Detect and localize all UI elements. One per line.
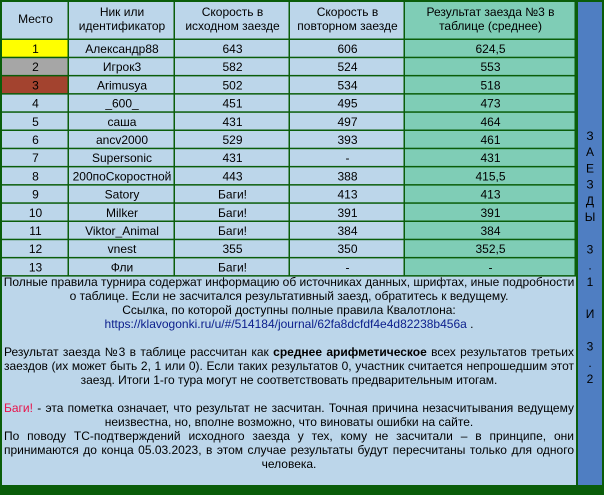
first-run-cell: 431 [222,114,243,129]
table-row [2,95,575,112]
repeat-run-cell: 350 [337,242,358,257]
average-note-emphasis: среднее арифметическое [273,345,427,359]
result-cell: 352,5 [475,242,506,257]
first-run-cell: 443 [222,169,243,184]
repeat-run-cell: - [345,151,350,166]
bug-note [2,401,576,429]
result-cell: 431 [480,151,501,166]
nick-cell: _600_ [105,96,139,111]
place-cell: 11 [29,224,42,238]
table-row [2,40,575,57]
first-run-cell: Баги! [218,260,247,275]
result-cell: - [488,260,493,275]
notes-panel: Полные правила турнира содержат информацию об источниках данных, шрифтах, иные подробности о таблице. Если не засчитался результативный заезд, обратитесь к ведущему. Ссылка, по которой доступны полные правила Квалотлона: https://klavogonki.ru/u/#/514184/journal/62fa8dcfdf4e4d82238b456a . Результат заезда №3 в таблице рассчитан как среднее арифметическое всех результатов третьих заездов (их может быть 2, 1 или 0). Если таких результатов 0, участник считается непрошедшим этот заезд. Итоги 1-го тура могут не соответствовать предварительным итогам. Баги! - эта пометка означает, что результат не засчитан. Точная причина незасчитывания ведущему неизвестна, но, вполне возможно, что виноваты ошибки на сайте. По поводу ТС-подтверждений исходного заезда у тех, кому не засчитали – в принципе, они принимаются до конца 05.03.2023, в этом случае результаты будут пересчитаны только для одного человека. [3,275,575,471]
repeat-run-cell: 391 [337,205,358,220]
table-row [2,167,575,184]
nick-cell: Supersonic [91,151,153,166]
table-row [2,222,575,239]
table-row [2,58,575,75]
table-row [2,186,575,203]
nick-cell: Viktor_Animal [85,224,159,238]
nick-cell: Arimusya [96,78,148,93]
first-run-cell: 582 [222,60,243,75]
result-cell: 553 [480,60,501,75]
table-row [2,204,575,221]
nick-cell: 200поСкоростной [72,169,172,184]
bug-marker: Баги! [4,401,33,415]
repeat-run-cell: 606 [337,42,358,56]
place-cell: 6 [32,133,39,147]
result-cell: 624,5 [475,42,506,56]
first-run-cell: Баги! [218,205,247,220]
first-run-cell: 502 [222,78,243,93]
place-cell: 7 [32,151,39,166]
first-run-cell: Баги! [218,187,247,202]
place-cell: 1 [32,42,39,56]
table-row [2,240,575,257]
column-header: Результат заезда №3 в таблице (среднее) [426,5,555,33]
repeat-run-cell: 497 [337,114,358,129]
average-note-text: Результат заезда №3 в таблице рассчитан как [4,345,274,359]
column-header: Место [18,12,53,26]
nick-cell: ancv2000 [95,133,149,147]
first-run-cell: 355 [222,242,243,257]
repeat-run-cell: 393 [337,133,358,147]
bug-note-text: - эта пометка означает, что результат не засчитан. Точная причина незасчитывания ведущему неизвестна, но, вполне возможно, что виноваты ошибки на сайте. [32,401,574,429]
first-run-cell: 643 [222,42,243,56]
nick-cell: Игрок3 [102,60,142,75]
place-cell: 5 [32,114,39,129]
result-cell: 413 [480,187,501,202]
tc-note: По поводу ТС-подтверждений исходного заезда у тех, кому не засчитали – в принципе, они принимаются до конца 05.03.2023, в этом случае результаты будут пересчитаны только для одного человека. [4,429,574,471]
nick-cell: саша [107,114,137,129]
place-cell: 12 [28,242,43,257]
place-cell: 3 [32,78,39,93]
nick-cell: vnest [107,242,137,257]
rules-note: Полные правила турнира содержат информацию об источниках данных, шрифтах, иные подробности о таблице. Если не засчитался результативный заезд, обратитесь к ведущему. [3,275,575,303]
table-row [2,258,575,275]
table-row [2,149,575,166]
repeat-run-cell: 388 [337,169,358,184]
result-cell: 473 [480,96,501,111]
repeat-run-cell: 495 [337,96,358,111]
place-cell: 4 [32,96,39,111]
place-cell: 9 [32,187,39,202]
rules-link-intro: Ссылка, по которой доступны полные правила Квалотлона: [122,303,456,317]
repeat-run-cell: 534 [337,78,358,93]
result-cell: 384 [480,224,501,238]
result-cell: 464 [480,114,501,129]
first-run-cell: Баги! [218,224,247,238]
repeat-run-cell: 413 [337,187,358,202]
result-cell: 415,5 [475,169,506,184]
nick-cell: Фли [110,260,134,275]
table-row [2,76,575,93]
rules-link[interactable]: https://klavogonki.ru/u/#/514184/journal/62fa8dcfdf4e4d82238b456a [104,317,467,331]
table-row [2,131,575,148]
side-label: З А Е З Д Ы 3 . 1 И 3 . 2 [584,129,596,386]
place-cell: 8 [32,169,39,184]
first-run-cell: 431 [222,151,243,166]
nick-cell: Milker [106,205,138,220]
repeat-run-cell: - [345,260,350,275]
first-run-cell: 529 [222,133,243,147]
first-run-cell: 451 [222,96,243,111]
place-cell: 2 [32,60,39,75]
average-note-rest: всех результатов третьих заездов (их может быть 2, 1 или 0). Если таких результатов 0, участник считается непрошедшим этот заезд. Итоги 1-го тура могут не соответствовать предварительным итогам. [4,345,575,387]
column-header: Скорость в исходном заезде [185,5,280,33]
place-cell: 10 [28,205,43,220]
place-cell: 13 [28,260,43,275]
column-header: Скорость в повторном заезде [297,5,398,33]
average-note [2,345,576,387]
result-cell: 461 [480,133,501,147]
result-cell: 391 [480,205,501,220]
result-cell: 518 [480,78,501,93]
nick-cell: Satory [104,187,140,202]
table-row [2,113,575,130]
repeat-run-cell: 524 [337,60,358,75]
repeat-run-cell: 384 [337,224,358,238]
nick-cell: Александр88 [85,42,159,56]
column-header: Ник или идентификатор [78,5,166,33]
